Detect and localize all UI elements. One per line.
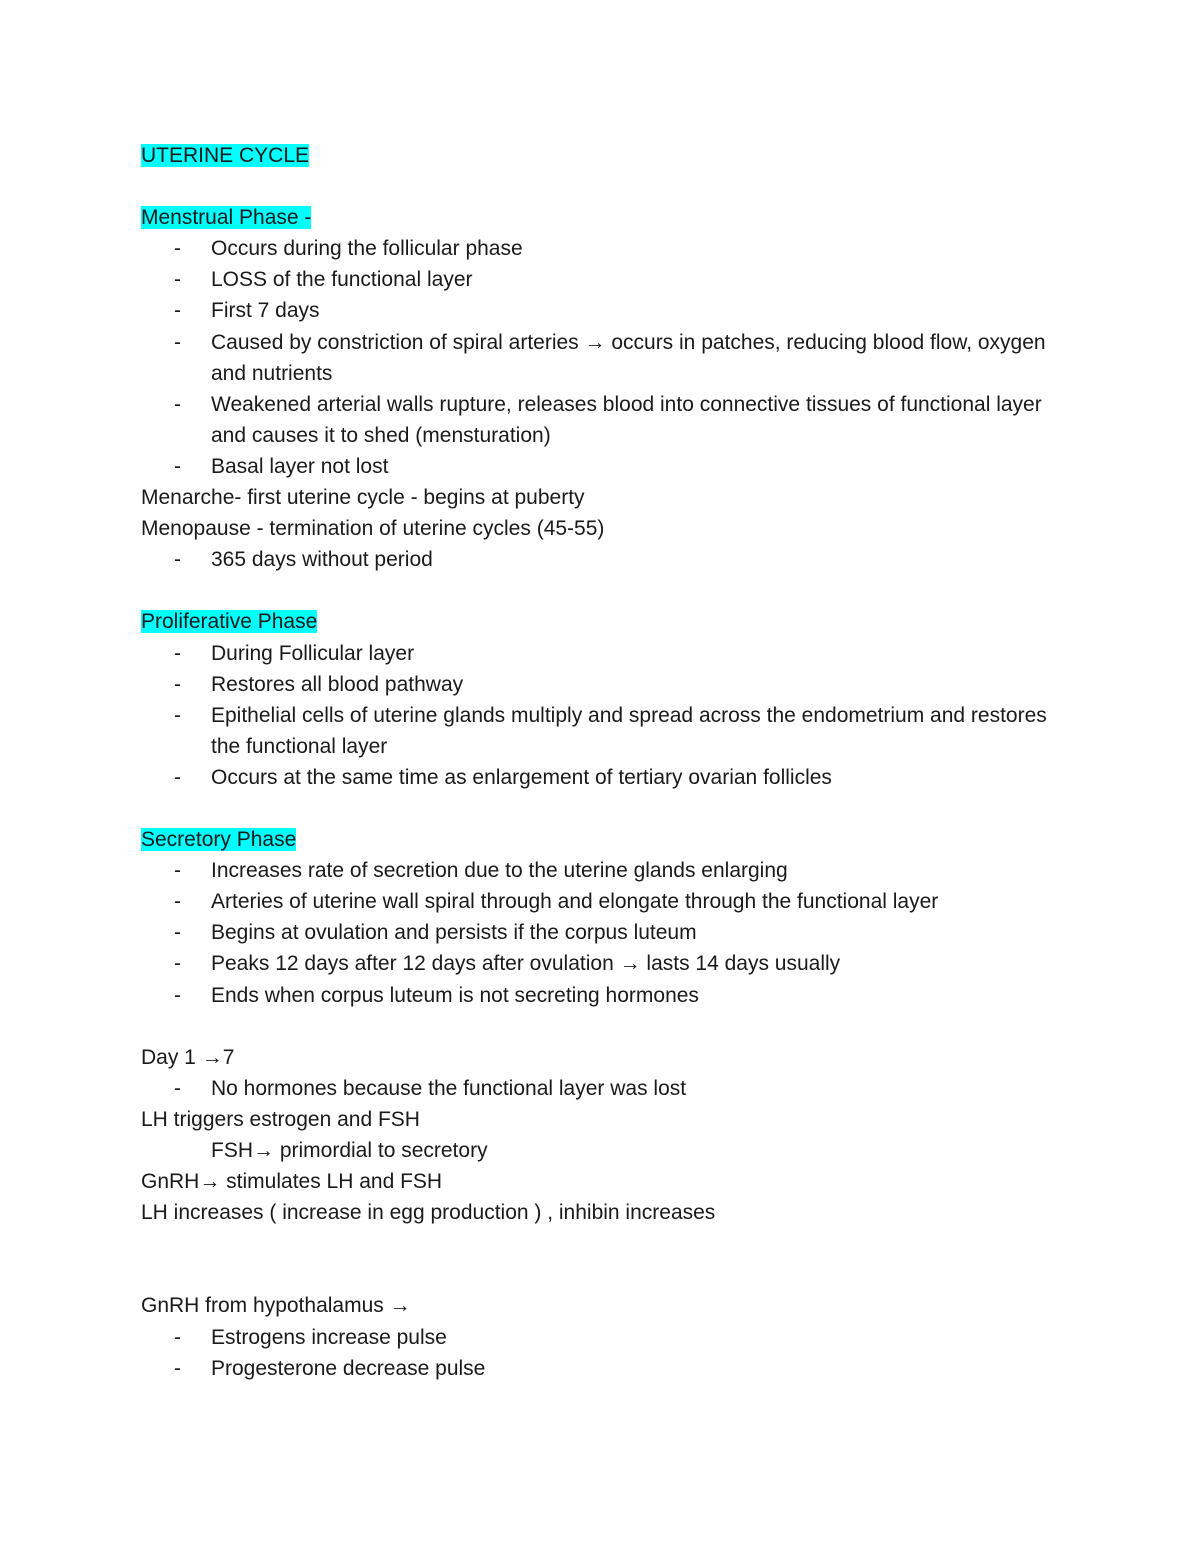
spacer xyxy=(141,1011,1081,1042)
list-item xyxy=(141,451,1081,482)
secretory-phase-heading: Secretory Phase xyxy=(141,828,297,852)
bullet-dash: - xyxy=(174,859,181,883)
bullet-dash: - xyxy=(174,765,181,789)
spacer xyxy=(141,1259,1081,1290)
list-item xyxy=(141,669,1081,700)
bullet-dash: - xyxy=(174,1076,181,1100)
bullet-dash: - xyxy=(174,1325,181,1349)
bullet-dash: - xyxy=(174,703,181,727)
list-item xyxy=(141,700,1081,762)
document-body xyxy=(141,140,1081,1384)
list-item-text: No hormones because the functional layer was lost xyxy=(211,1076,687,1100)
document-title: UTERINE CYCLE xyxy=(141,144,310,167)
list-item-text: Caused by constriction of spiral arteries → occurs in patches, reducing blood flow, oxygen and nutrients xyxy=(211,330,1046,385)
list-item xyxy=(141,389,1081,451)
bullet-dash: - xyxy=(174,454,181,478)
spacer xyxy=(141,575,1081,606)
lh-increases-line: LH increases ( increase in egg production ) , inhibin increases xyxy=(141,1201,716,1225)
bullet-dash: - xyxy=(174,952,181,976)
list-item-text: During Follicular layer xyxy=(211,641,415,665)
bullet-dash: - xyxy=(174,237,181,261)
list-item xyxy=(141,327,1081,389)
list-item xyxy=(141,638,1081,669)
bullet-dash: - xyxy=(174,548,181,572)
bullet-dash: - xyxy=(174,641,181,665)
list-item xyxy=(141,1073,1081,1104)
list-item-text: Estrogens increase pulse xyxy=(211,1325,447,1349)
list-item-text: Basal layer not lost xyxy=(211,454,389,478)
list-item xyxy=(141,886,1081,917)
list-item xyxy=(141,762,1081,793)
proliferative-phase-heading: Proliferative Phase xyxy=(141,610,318,634)
bullet-dash: - xyxy=(174,672,181,696)
list-item-text: Ends when corpus luteum is not secreting hormones xyxy=(211,983,699,1007)
spacer xyxy=(141,171,1081,202)
days-heading: Day 1 →7 xyxy=(141,1045,235,1069)
menarche-line: Menarche- first uterine cycle - begins at puberty xyxy=(141,486,585,510)
bullet-dash: - xyxy=(174,392,181,416)
list-item-text: Occurs at the same time as enlargement of tertiary ovarian follicles xyxy=(211,765,832,789)
menstrual-heading-line xyxy=(141,202,1081,233)
title-line xyxy=(141,140,1081,171)
spacer xyxy=(141,1228,1081,1259)
spacer xyxy=(141,793,1081,824)
list-item-text: Restores all blood pathway xyxy=(211,672,464,696)
bullet-dash: - xyxy=(174,983,181,1007)
menopause-line: Menopause - termination of uterine cycles (45-55) xyxy=(141,517,605,541)
list-item-text: 365 days without period xyxy=(211,548,433,572)
bullet-dash: - xyxy=(174,299,181,323)
menstrual-phase-heading: Menstrual Phase - xyxy=(141,206,312,230)
lh-triggers-line: LH triggers estrogen and FSH xyxy=(141,1107,420,1131)
list-item-text: LOSS of the functional layer xyxy=(211,268,473,292)
list-item-text: Peaks 12 days after 12 days after ovulation → lasts 14 days usually xyxy=(211,952,841,976)
bullet-dash: - xyxy=(174,268,181,292)
list-item xyxy=(141,980,1081,1011)
list-item xyxy=(141,264,1081,295)
bullet-dash: - xyxy=(174,1356,181,1380)
list-item xyxy=(141,1322,1081,1353)
list-item xyxy=(141,855,1081,886)
list-item xyxy=(141,917,1081,948)
list-item-text: Progesterone decrease pulse xyxy=(211,1356,486,1380)
list-item-text: Occurs during the follicular phase xyxy=(211,237,523,261)
list-item-text: Increases rate of secretion due to the uterine glands enlarging xyxy=(211,859,788,883)
list-item-text: Weakened arterial walls rupture, releases blood into connective tissues of functional layer and causes it to shed (mensturation) xyxy=(211,392,1042,447)
list-item xyxy=(141,948,1081,979)
proliferative-heading-line xyxy=(141,606,1081,637)
gnrh-heading: GnRH from hypothalamus → xyxy=(141,1294,411,1318)
bullet-dash: - xyxy=(174,330,181,354)
list-item-text: Epithelial cells of uterine glands multiply and spread across the endometrium and restores the functional layer xyxy=(211,703,1047,758)
bullet-dash: - xyxy=(174,921,181,945)
fsh-note-line: FSH→ primordial to secretory xyxy=(211,1139,488,1162)
list-item-text: Arteries of uterine wall spiral through and elongate through the functional layer xyxy=(211,890,939,914)
gnrh-note-line: GnRH→ stimulates LH and FSH xyxy=(141,1170,443,1194)
list-item xyxy=(141,233,1081,264)
bullet-dash: - xyxy=(174,890,181,914)
list-item xyxy=(141,1353,1081,1384)
list-item xyxy=(141,544,1081,575)
list-item-text: First 7 days xyxy=(211,299,320,323)
list-item xyxy=(141,295,1081,326)
list-item-text: Begins at ovulation and persists if the corpus luteum xyxy=(211,921,697,945)
secretory-heading-line xyxy=(141,824,1081,855)
